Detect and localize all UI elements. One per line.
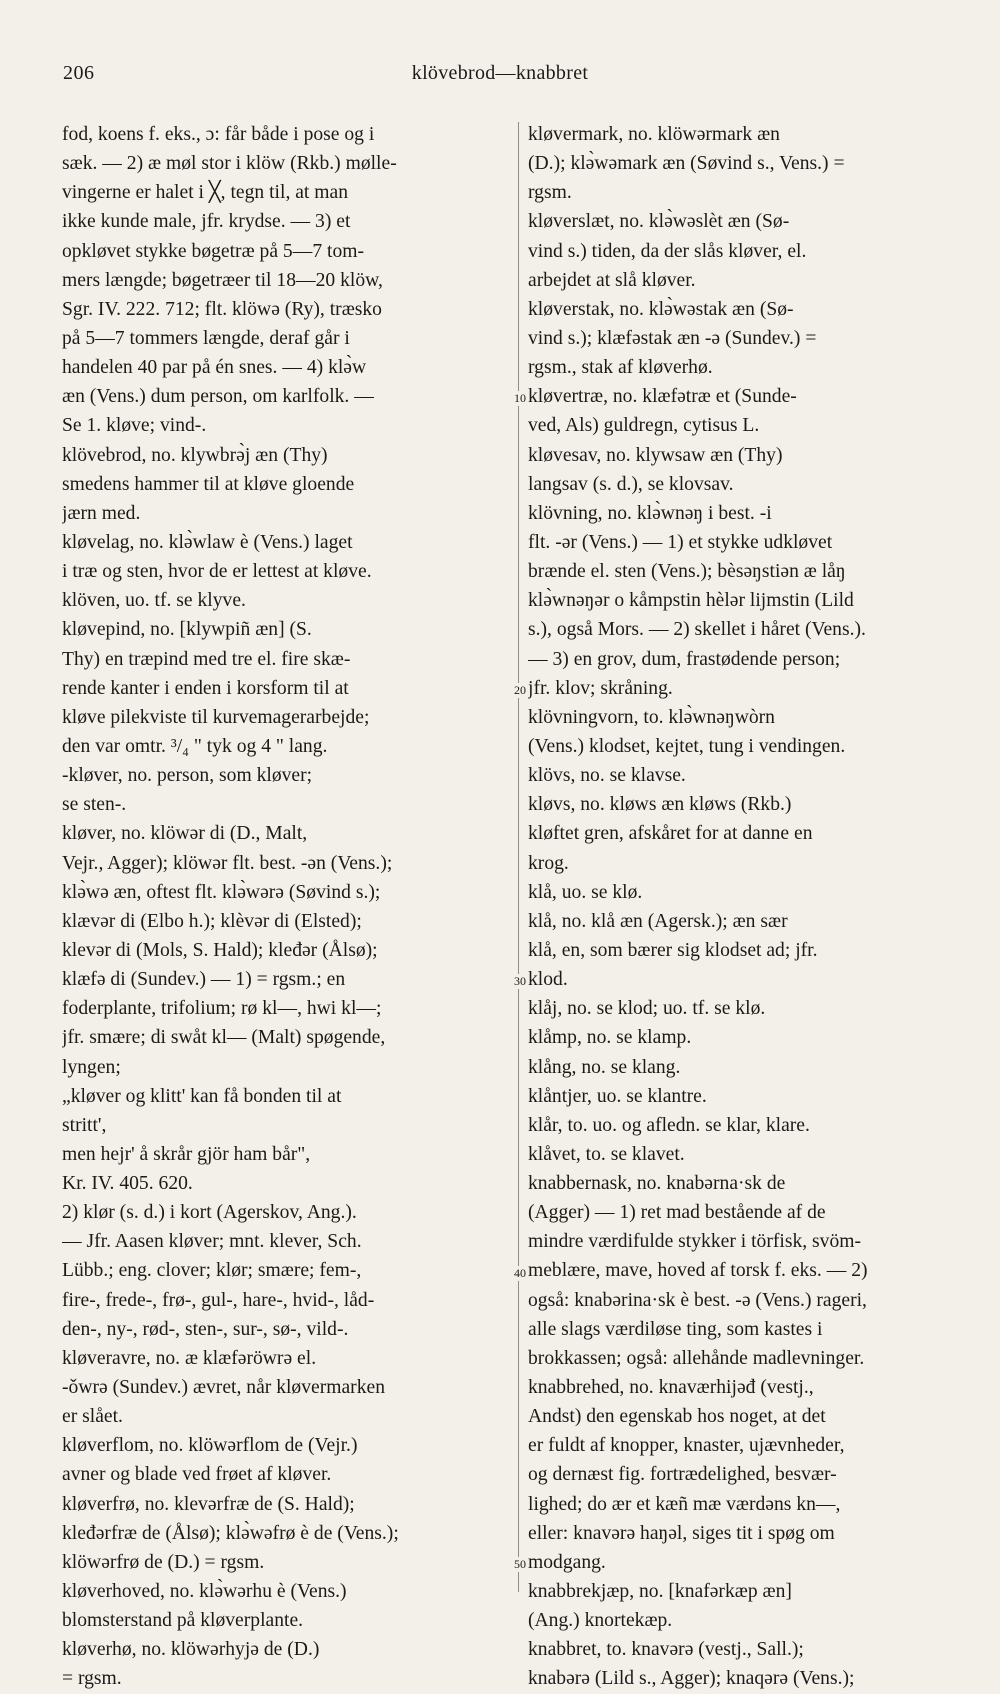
text-line: (Vens.) klodset, kejtet, tung i vendingen. [528,735,846,757]
text-line: men hejr' å skrår gjör ham bår", [62,1143,311,1165]
text-line: handelen 40 par på én snes. — 4) klə̀w [62,357,367,379]
text-line: kløverslæt, no. klə̀wəslèt æn (Sø- [528,211,790,233]
text-line: jærn med. [62,502,141,524]
page-header [0,62,1000,92]
text-line: klevər di (Mols, S. Hald); kleđər (Ålsø); [62,939,378,961]
text-line: æn (Vens.) dum person, om karlfolk. — [62,386,374,408]
text-line: kløveravre, no. æ klæfəröwrə el. [62,1347,317,1369]
text-line: kløverflom, no. klöwərflom de (Vejr.) [62,1435,358,1457]
text-line: knabbret, to. knavərə (vestj., Sall.); [528,1639,804,1661]
text-line: på 5—7 tommers længde, deraf går i [62,327,350,349]
text-line: klæfə di (Sundev.) — 1) = rgsm.; en [62,969,346,991]
text-line: Vejr., Agger); klöwər flt. best. -ən (Vens.); [62,852,393,874]
text-line: kløvertræ, no. klæfətræ et (Sunde- [528,386,797,408]
text-line: fire-, frede-, frø-, gul-, hare-, hvid-, låd- [62,1289,375,1311]
text-line: sæk. — 2) æ møl stor i klöw (Rkb.) mølle- [62,153,397,175]
text-line: = rgsm. [62,1668,122,1690]
text-line: klåntjer, uo. se klantre. [528,1085,707,1107]
text-line: Se 1. kløve; vind-. [62,415,207,437]
text-line: knabbernask, no. knabərna·sk de [528,1173,786,1195]
text-line: jfr. klov; skråning. [528,677,673,699]
text-line: 2) klør (s. d.) i kort (Agerskov, Ang.). [62,1202,357,1224]
line-number: 50 [505,1557,535,1572]
text-line: klod. [528,969,568,991]
running-head: klövebrod—knabbret [411,62,589,84]
line-number: 10 [505,391,535,406]
text-line: Lübb.; eng. clover; klør; smære; fem-, [62,1260,362,1282]
text-line: Andst) den egenskab hos noget, at det [528,1406,826,1428]
text-line: klåmp, no. se klamp. [528,1027,692,1049]
text-line: langsav (s. d.), se klovsav. [528,473,734,495]
text-line: vind s.) tiden, da der slås kløver, el. [528,240,807,262]
text-line: kløverstak, no. klə̀wəstak æn (Sø- [528,298,794,320]
line-number: 40 [505,1266,535,1281]
text-line: den var omtr. ³/₄ " tyk og 4 " lang. [62,735,328,757]
text-line: (D.); klə̀wəmark æn (Søvind s., Vens.) = [528,153,845,175]
text-line: mindre værdifulde stykker i törfisk, svöm- [528,1231,862,1253]
text-line: klövningvorn, to. klə̀wnəŋwòrn [528,706,775,728]
text-line: kløve pilekviste til kurvemagerarbejde; [62,706,370,728]
text-line: alle slags værdiløse ting, som kastes i [528,1318,823,1340]
text-line: er fuldt af knopper, knaster, ujævnheder, [528,1435,845,1457]
text-line: kløvepind, no. [klywpiñ æn] (S. [62,619,312,641]
text-line: flt. -ər (Vens.) — 1) et stykke udkløvet [528,531,833,553]
text-line: meblære, mave, hoved af torsk f. eks. — 2) [528,1260,868,1282]
text-line: ikke kunde male, jfr. krydse. — 3) et [62,211,351,233]
text-line: brokkassen; også: allehånde madlevninger. [528,1347,865,1369]
text-line: klång, no. se klang. [528,1056,681,1078]
text-line: klövning, no. klə̀wnəŋ i best. -i [528,502,772,524]
text-line: s.), også Mors. — 2) skellet i håret (Vens.). [528,619,866,641]
text-line: knabbrehed, no. knaværhijəđ (vestj., [528,1377,814,1399]
text-line: kløvesav, no. klywsaw æn (Thy) [528,444,783,466]
left-column [62,120,510,1694]
text-line: fod, koens f. eks., ɔ: får både i pose og i [62,124,375,145]
text-line: opkløvet stykke bøgetræ på 5—7 tom- [62,240,365,262]
text-line: den-, ny-, rød-, sten-, sur-, sø-, vild-. [62,1318,349,1340]
text-line: Sgr. IV. 222. 712; flt. klöwə (Ry), træsko [62,298,382,320]
text-line: krog. [528,852,569,874]
text-line: -kløver, no. person, som kløver; [62,765,313,787]
line-number: 30 [505,974,535,989]
line-number: 20 [505,683,535,698]
text-line: mers længde; bøgetræer til 18—20 klöw, [62,269,383,291]
text-line: klåj, no. se klod; uo. tf. se klø. [528,998,766,1020]
text-line: klöven, uo. tf. se klyve. [62,590,246,612]
text-line: Thy) en træpind med tre el. fire skæ- [62,648,351,670]
text-line: modgang. [528,1551,606,1573]
text-line: klå, uo. se klø. [528,881,643,903]
text-line: -ǒwrə (Sundev.) ævret, når kløvermarken [62,1377,385,1399]
text-line: rende kanter i enden i korsform til at [62,677,349,699]
text-line: klə̀wə æn, oftest flt. klə̀wərə (Søvind s.); [62,881,381,903]
text-line: vind s.); klæfəstak æn -ə (Sundev.) = [528,327,817,349]
text-line: eller: knavərə haŋəl, siges tit i spøg om [528,1522,835,1544]
text-line: klə̀wnəŋər o kåmpstin hèlər lijmstin (Lild [528,590,854,612]
text-line: kløverhoved, no. klə̀wərhu è (Vens.) [62,1581,347,1603]
text-line: (Ang.) knortekæp. [528,1610,673,1632]
text-line: knabbrekjæp, no. [knafərkæp æn] [528,1581,792,1603]
text-line: rgsm. [528,182,572,204]
page-number: 206 [63,62,95,84]
text-line: knabərə (Lild s., Agger); knaqərə (Vens.); [528,1668,855,1690]
text-line: klövebrod, no. klywbrə̀j æn (Thy) [62,444,328,466]
text-line: kleđərfræ de (Ålsø); klə̀wəfrø è de (Vens.); [62,1522,399,1544]
text-line: klå, en, som bærer sig klodset ad; jfr. [528,939,818,961]
text-line: og dernæst fig. fortrædelighed, besvær- [528,1464,837,1486]
right-column [528,120,931,1694]
text-line: foderplante, trifolium; rø kl—, hwi kl—; [62,998,382,1020]
text-line: klævər di (Elbo h.); klèvər di (Elsted); [62,910,362,932]
text-line: er slået. [62,1406,123,1428]
text-line: klåvet, to. se klavet. [528,1143,685,1165]
text-line: kløverfrø, no. klevərfræ de (S. Hald); [62,1493,355,1515]
text-line: klå, no. klå æn (Agersk.); æn sær [528,910,788,932]
text-line: lighed; do ær et kæñ mæ værdəns kn—, [528,1493,841,1515]
text-line: vingerne er halet i ╳, tegn til, at man [62,182,349,204]
text-line: klöwərfrø de (D.) = rgsm. [62,1551,265,1573]
text-line: kløvelag, no. klə̀wlaw è (Vens.) laget [62,531,353,553]
text-line: arbejdet at slå kløver. [528,269,696,291]
column-divider [518,122,519,1592]
text-line: rgsm., stak af kløverhø. [528,357,713,379]
text-line: kløvermark, no. klöwərmark æn [528,124,780,145]
text-line: stritt', [62,1114,107,1136]
text-line: (Agger) — 1) ret mad bestående af de [528,1202,826,1224]
text-line: ved, Als) guldregn, cytisus L. [528,415,760,437]
text-line: klövs, no. se klavse. [528,765,686,787]
text-line: brænde el. sten (Vens.); bèsəŋstiən æ låŋ [528,561,846,583]
text-line: i træ og sten, hvor de er lettest at kløve. [62,561,372,583]
text-line: lyngen; [62,1056,121,1078]
text-line: klår, to. uo. og afledn. se klar, klare. [528,1114,810,1136]
text-line: avner og blade ved frøet af kløver. [62,1464,332,1486]
text-line: kløver, no. klöwər di (D., Malt, [62,823,308,845]
text-line: også: knabərina·sk è best. -ə (Vens.) rageri, [528,1289,867,1311]
text-line: Kr. IV. 405. 620. [62,1173,193,1195]
text-line: jfr. smære; di swåt kl— (Malt) spøgende, [62,1027,386,1049]
text-line: kløverhø, no. klöwərhyjə de (D.) [62,1639,320,1661]
text-line: se sten-. [62,794,127,816]
text-line: kløvs, no. kløws æn kløws (Rkb.) [528,794,792,816]
text-line: smedens hammer til at kløve gloende [62,473,355,495]
text-line: „kløver og klitt' kan få bonden til at [62,1085,342,1107]
text-line: blomsterstand på kløverplante. [62,1610,304,1632]
text-line: kløftet gren, afskåret for at danne en [528,823,813,845]
text-line: — 3) en grov, dum, frastødende person; [528,648,841,670]
text-line: — Jfr. Aasen kløver; mnt. klever, Sch. [62,1231,362,1253]
